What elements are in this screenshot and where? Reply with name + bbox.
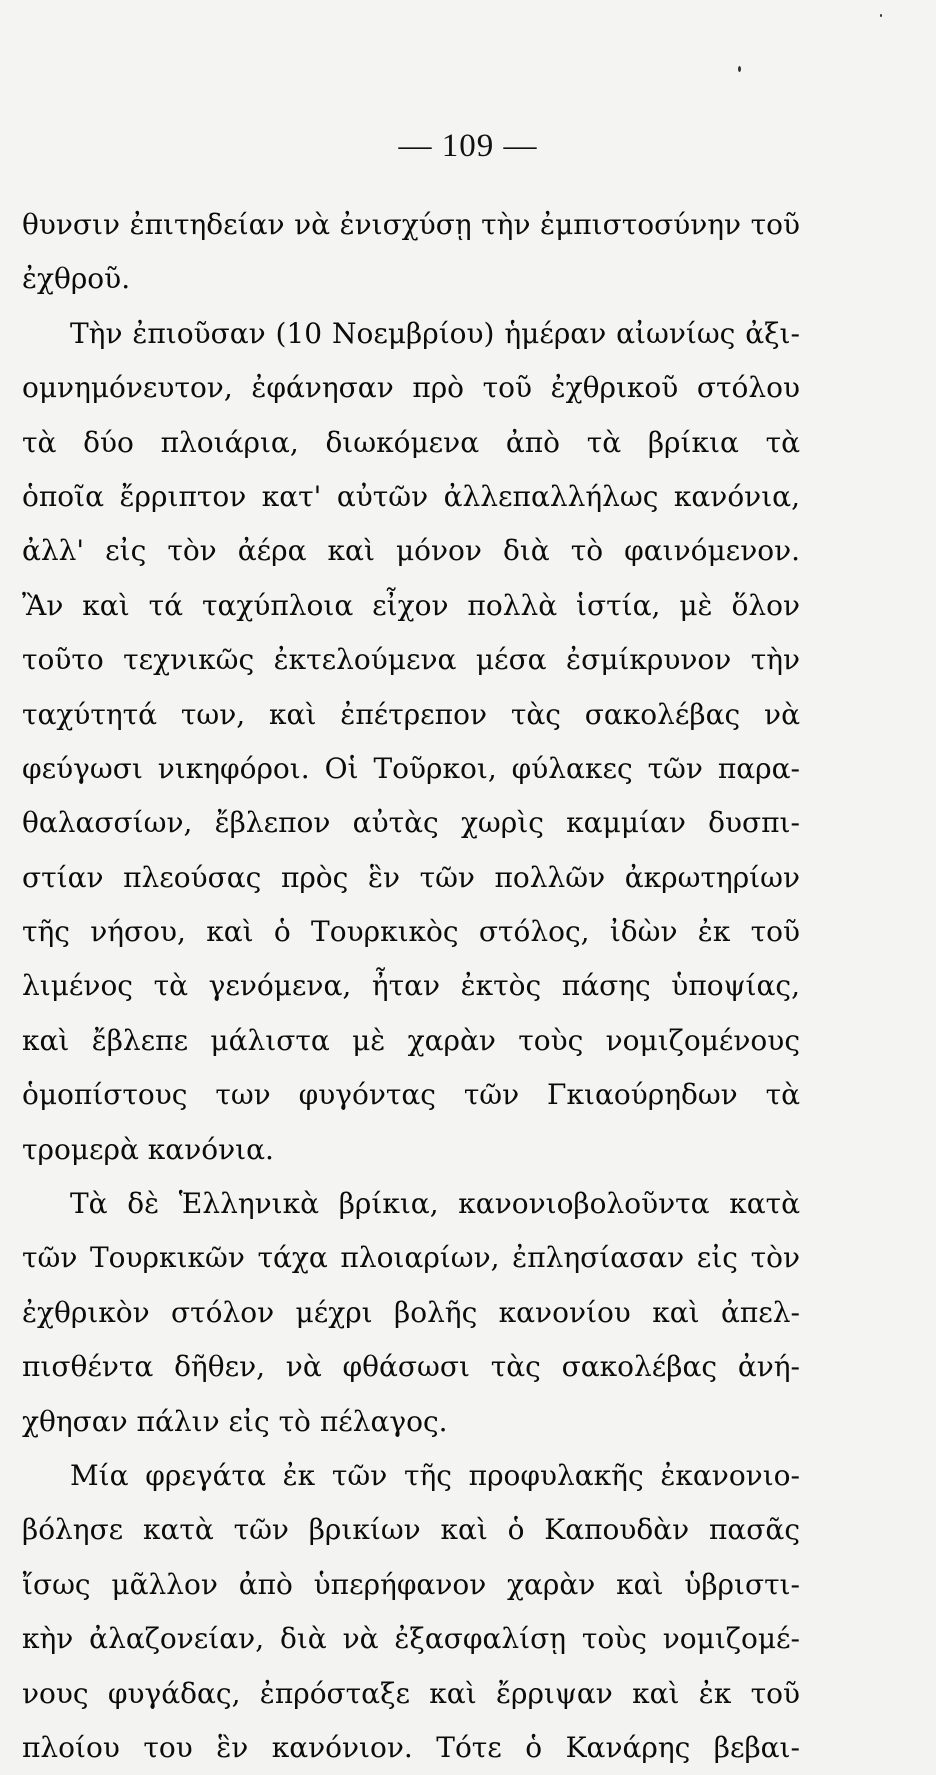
text-line: στίαν πλεούσας πρὸς ἓν τῶν πολλῶν ἀκρωτηρίων bbox=[22, 860, 800, 894]
text-line: ὁμοπίστους των φυγόντας τῶν Γκιαούρηδων τὰ bbox=[22, 1078, 800, 1112]
text-line: φεύγωσι νικηφόροι. Οἱ Τοῦρκοι, φύλακες τῶν παρα- bbox=[22, 751, 800, 785]
text-line: ἐχθρικὸν στόλον μέχρι βολῆς κανονίου καὶ ἀπελ- bbox=[22, 1295, 800, 1329]
text-line: θαλασσίων, ἔβλεπον αὐτὰς χωρὶς καμμίαν δυσπι- bbox=[22, 806, 800, 840]
text-line: ὁποῖα ἔρριπτον κατ' αὐτῶν ἀλλεπαλλήλως κανόνια, bbox=[22, 479, 800, 513]
text-line: τρομερὰ κανόνια. bbox=[22, 1132, 274, 1166]
text-line: τῶν Τουρκικῶν τάχα πλοιαρίων, ἐπλησίασαν εἰς τὸν bbox=[22, 1241, 800, 1275]
text-line: κὴν ἀλαζονείαν, διὰ νὰ ἐξασφαλίσῃ τοὺς νομιζομέ- bbox=[22, 1622, 800, 1656]
print-speck bbox=[738, 66, 741, 72]
text-line: Ἂν καὶ τά ταχύπλοια εἶχον πολλὰ ἱστία, μὲ ὅλον bbox=[22, 588, 800, 622]
text-line: ἴσως μᾶλλον ἀπὸ ὑπερήφανον χαρὰν καὶ ὑβριστι- bbox=[22, 1567, 800, 1601]
text-line: τοῦτο τεχνικῶς ἐκτελούμενα μέσα ἐσμίκρυνον τὴν bbox=[22, 643, 800, 677]
text-line: θυνσιν ἐπιτηδείαν νὰ ἐνισχύσῃ τὴν ἐμπιστοσύνην τοῦ bbox=[22, 208, 800, 241]
text-line: βόλησε κατὰ τῶν βρικίων καὶ ὁ Καπουδὰν πασᾶς bbox=[22, 1513, 800, 1547]
text-line: χθησαν πάλιν εἰς τὸ πέλαγος. bbox=[22, 1404, 448, 1438]
text-line: τὰ δύο πλοιάρια, διωκόμενα ἀπὸ τὰ βρίκια τὰ bbox=[22, 425, 800, 459]
text-line: πισθέντα δῆθεν, νὰ φθάσωσι τὰς σακολέβας ἀνή- bbox=[22, 1350, 800, 1384]
text-line: ομνημόνευτον, ἐφάνησαν πρὸ τοῦ ἐχθρικοῦ στόλου bbox=[22, 371, 800, 405]
text-line: λιμένος τὰ γενόμενα, ἦταν ἐκτὸς πάσης ὑποψίας, bbox=[22, 969, 800, 1003]
text-line: πλοίου του ἓν κανόνιον. Τότε ὁ Κανάρης βεβαι- bbox=[22, 1730, 800, 1764]
text-line: ἐχθροῦ. bbox=[22, 262, 131, 296]
text-line: Μία φρεγάτα ἐκ τῶν τῆς προφυλακῆς ἐκανονιο- bbox=[70, 1458, 800, 1492]
text-line: νους φυγάδας, ἐπρόσταξε καὶ ἔρριψαν καὶ ἐκ τοῦ bbox=[22, 1676, 800, 1710]
text-line: τῆς νήσου, καὶ ὁ Τουρκικὸς στόλος, ἰδὼν ἐκ τοῦ bbox=[22, 915, 800, 949]
text-line: ταχύτητά των, καὶ ἐπέτρεπον τὰς σακολέβας νὰ bbox=[22, 697, 800, 731]
text-line: Τὴν ἐπιοῦσαν (10 Νοεμβρίου) ἡμέραν αἰωνίως ἀξι- bbox=[70, 316, 800, 350]
text-line: Τὰ δὲ Ἑλληνικὰ βρίκια, κανονιοβολοῦντα κατὰ bbox=[70, 1187, 800, 1221]
text-line: καὶ ἔβλεπε μάλιστα μὲ χαρὰν τοὺς νομιζομένους bbox=[22, 1023, 800, 1057]
print-speck bbox=[880, 14, 882, 17]
text-line: ἀλλ' εἰς τὸν ἀέρα καὶ μόνον διὰ τὸ φαινόμενον. bbox=[22, 534, 800, 568]
body-text bbox=[22, 198, 800, 1775]
page-number: — 109 — bbox=[398, 128, 538, 164]
